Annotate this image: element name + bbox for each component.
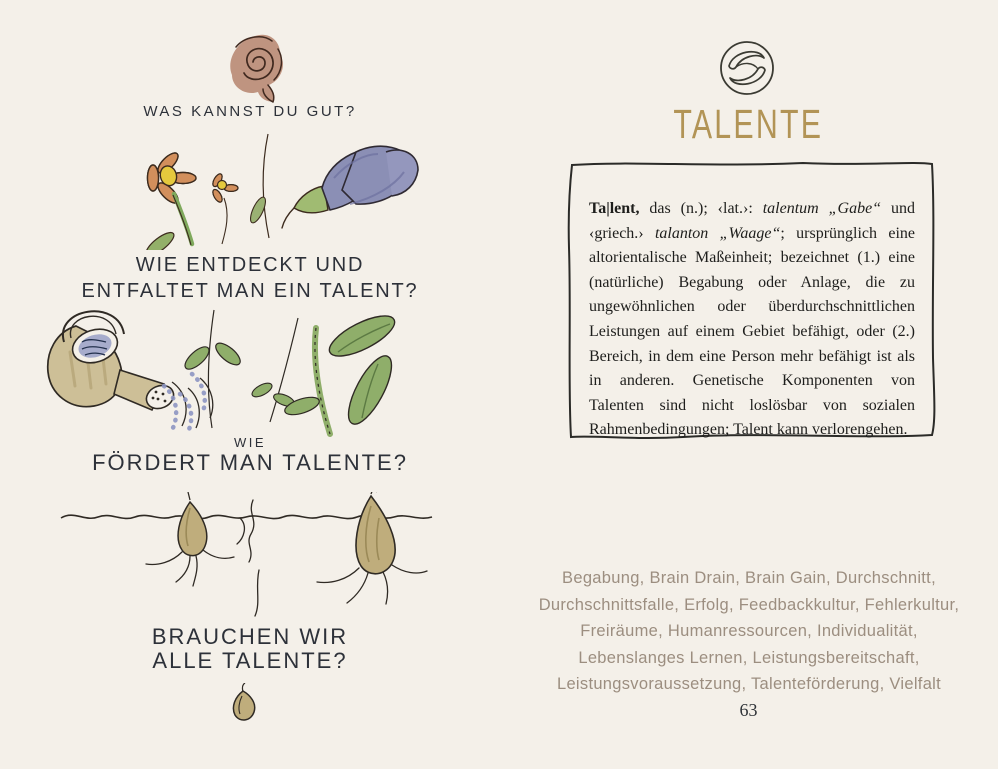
question-wie-entdeckt	[0, 252, 500, 304]
question-line: ENTFALTET MAN EIN TALENT?	[81, 280, 419, 302]
keyword-line: Freiräume, Humanressourcen, Individualität,	[580, 622, 918, 640]
keyword-line: Leistungsvoraussetzung, Talenteförderung, Vielfalt	[556, 675, 942, 693]
question-foerdert-man-talente: FÖRDERT MAN TALENTE?	[92, 450, 408, 475]
question-brauchen-wir	[0, 625, 500, 673]
rose-icon	[222, 30, 292, 106]
question-line: BRAUCHEN WIR	[151, 624, 349, 649]
s-monogram-icon	[717, 38, 777, 98]
keyword-line: Begabung, Brain Drain, Brain Gain, Durchschnitt,	[562, 569, 936, 587]
seed-icon	[227, 683, 261, 727]
page-title-text: TALENTE	[673, 101, 824, 147]
question-wie-small: WIE	[233, 435, 267, 450]
keyword-line: Durchschnittsfalle, Erfolg, Feedbackkultur, Fehlerkultur,	[538, 595, 960, 614]
definition-box	[563, 158, 941, 443]
watering-can-icon	[28, 302, 443, 447]
question-line: WIE ENTDECKT UND	[135, 254, 365, 276]
question-line: ALLE TALENTE?	[152, 648, 348, 673]
page-title	[499, 101, 998, 147]
definition-text: Ta|lent, das (n.); ‹lat.›: talentum „Gabe“ und ‹griech.› talanton „Waage“; ursprünglich eine altorientalische Maßeinheit; bezeichnet (1.) eine (natürliche) Begabung oder Anlage, die zu ungewöhnlichen oder überdurchschnittlichen Leistungen auf einem Gebiet befähigt, oder (2.) Bereich, in dem eine Person mehr befähigt ist als in anderen. Genetische Komponenten von Talenten sind nicht loslösbar von sozialen Rahmenbedingungen; Talent kann verlorengehen.	[589, 200, 916, 439]
page-number: 63	[739, 700, 758, 720]
keyword-line: Lebenslanges Lernen, Leistungsbereitschaft,	[578, 648, 920, 667]
question-was-kannst-du-gut: WAS KANNST DU GUT?	[143, 103, 357, 120]
flowers-icon	[122, 130, 442, 250]
bulbs-underground-icon	[55, 492, 440, 622]
keyword-list	[509, 565, 989, 698]
